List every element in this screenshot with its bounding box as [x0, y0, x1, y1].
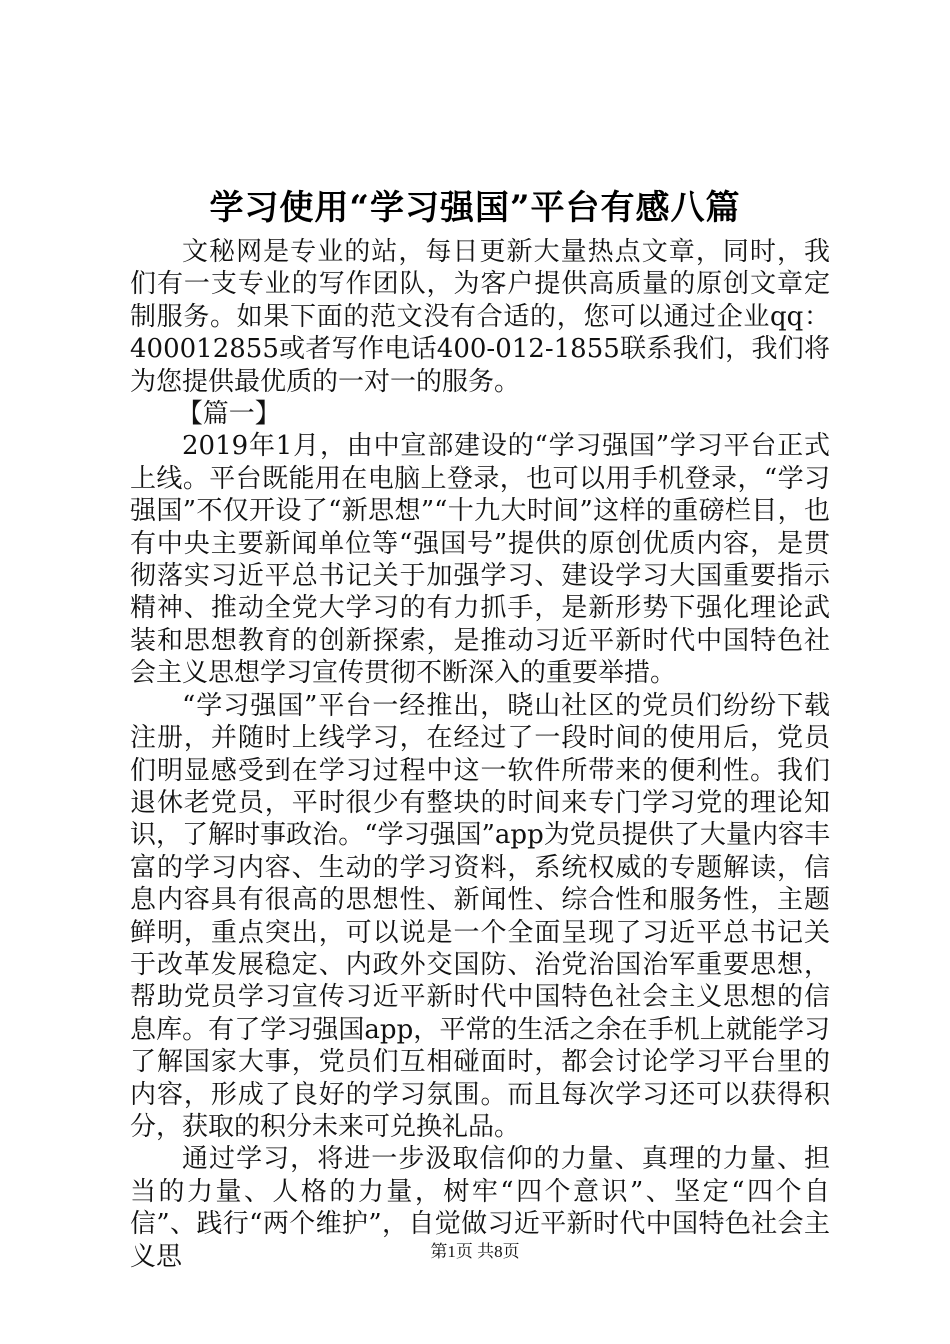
section-label: 【篇一】: [176, 399, 281, 430]
body-paragraph-3: 通过学习，将进一步汲取信仰的力量、真理的力量、担当的力量、人格的力量，树牢“四个意识”、坚定“四个自信”、践行“两个维护”，自觉做习近平新时代中国特色社会主义思: [130, 1144, 830, 1272]
page-footer: 第1页 共8页: [430, 1242, 520, 1261]
document-title: 学习使用“学习强国”平台有感八篇: [209, 188, 741, 228]
body-paragraph-2: “学习强国”平台一经推出，晓山社区的党员们纷纷下载注册，并随时上线学习，在经过了一段时间的使用后，党员们明显感受到在学习过程中这一软件所带来的便利性。我们退休老党员，平时很少有整块的时间来专门学习党的理论知识，了解时事政治。“学习强国”app为党员提供了大量内容丰富的学习内容、生动的学习资料，系统权威的专题解读，信息内容具有很高的思想性、新闻性、综合性和服务性，主题鲜明，重点突出，可以说是一个全面呈现了习近平总书记关于改革发展稳定、内政外交国防、治党治国治军重要思想，帮助党员学习宣传习近平新时代中国特色社会主义思想的信息库。有了学习强国app，平常的生活之余在手机上就能学习了解国家大事，党员们互相碰面时，都会讨论学习平台里的内容，形成了良好的学习氛围。而且每次学习还可以获得积分，获取的积分未来可兑换礼品。: [130, 690, 830, 1142]
document-body: [130, 236, 830, 1273]
intro-paragraph: 文秘网是专业的站，每日更新大量热点文章，同时，我们有一支专业的写作团队，为客户提供高质量的原创文章定制服务。如果下面的范文没有合适的，您可以通过企业qq：400012855或者写作电话400-012-1855联系我们，我们将为您提供最优质的一对一的服务。: [130, 237, 830, 397]
body-paragraph-1: 2019年1月，由中宣部建设的“学习强国”学习平台正式上线。平台既能用在电脑上登录，也可以用手机登录，“学习强国”不仅开设了“新思想”“十九大时间”这样的重磅栏目，也有中央主要新闻单位等“强国号”提供的原创优质内容，是贯彻落实习近平总书记关于加强学习、建设学习大国重要指示精神、推动全党大学习的有力抓手，是新形势下强化理论武装和思想教育的创新探索，是推动习近平新时代中国特色社会主义思想学习宣传贯彻不断深入的重要举措。: [130, 431, 830, 689]
